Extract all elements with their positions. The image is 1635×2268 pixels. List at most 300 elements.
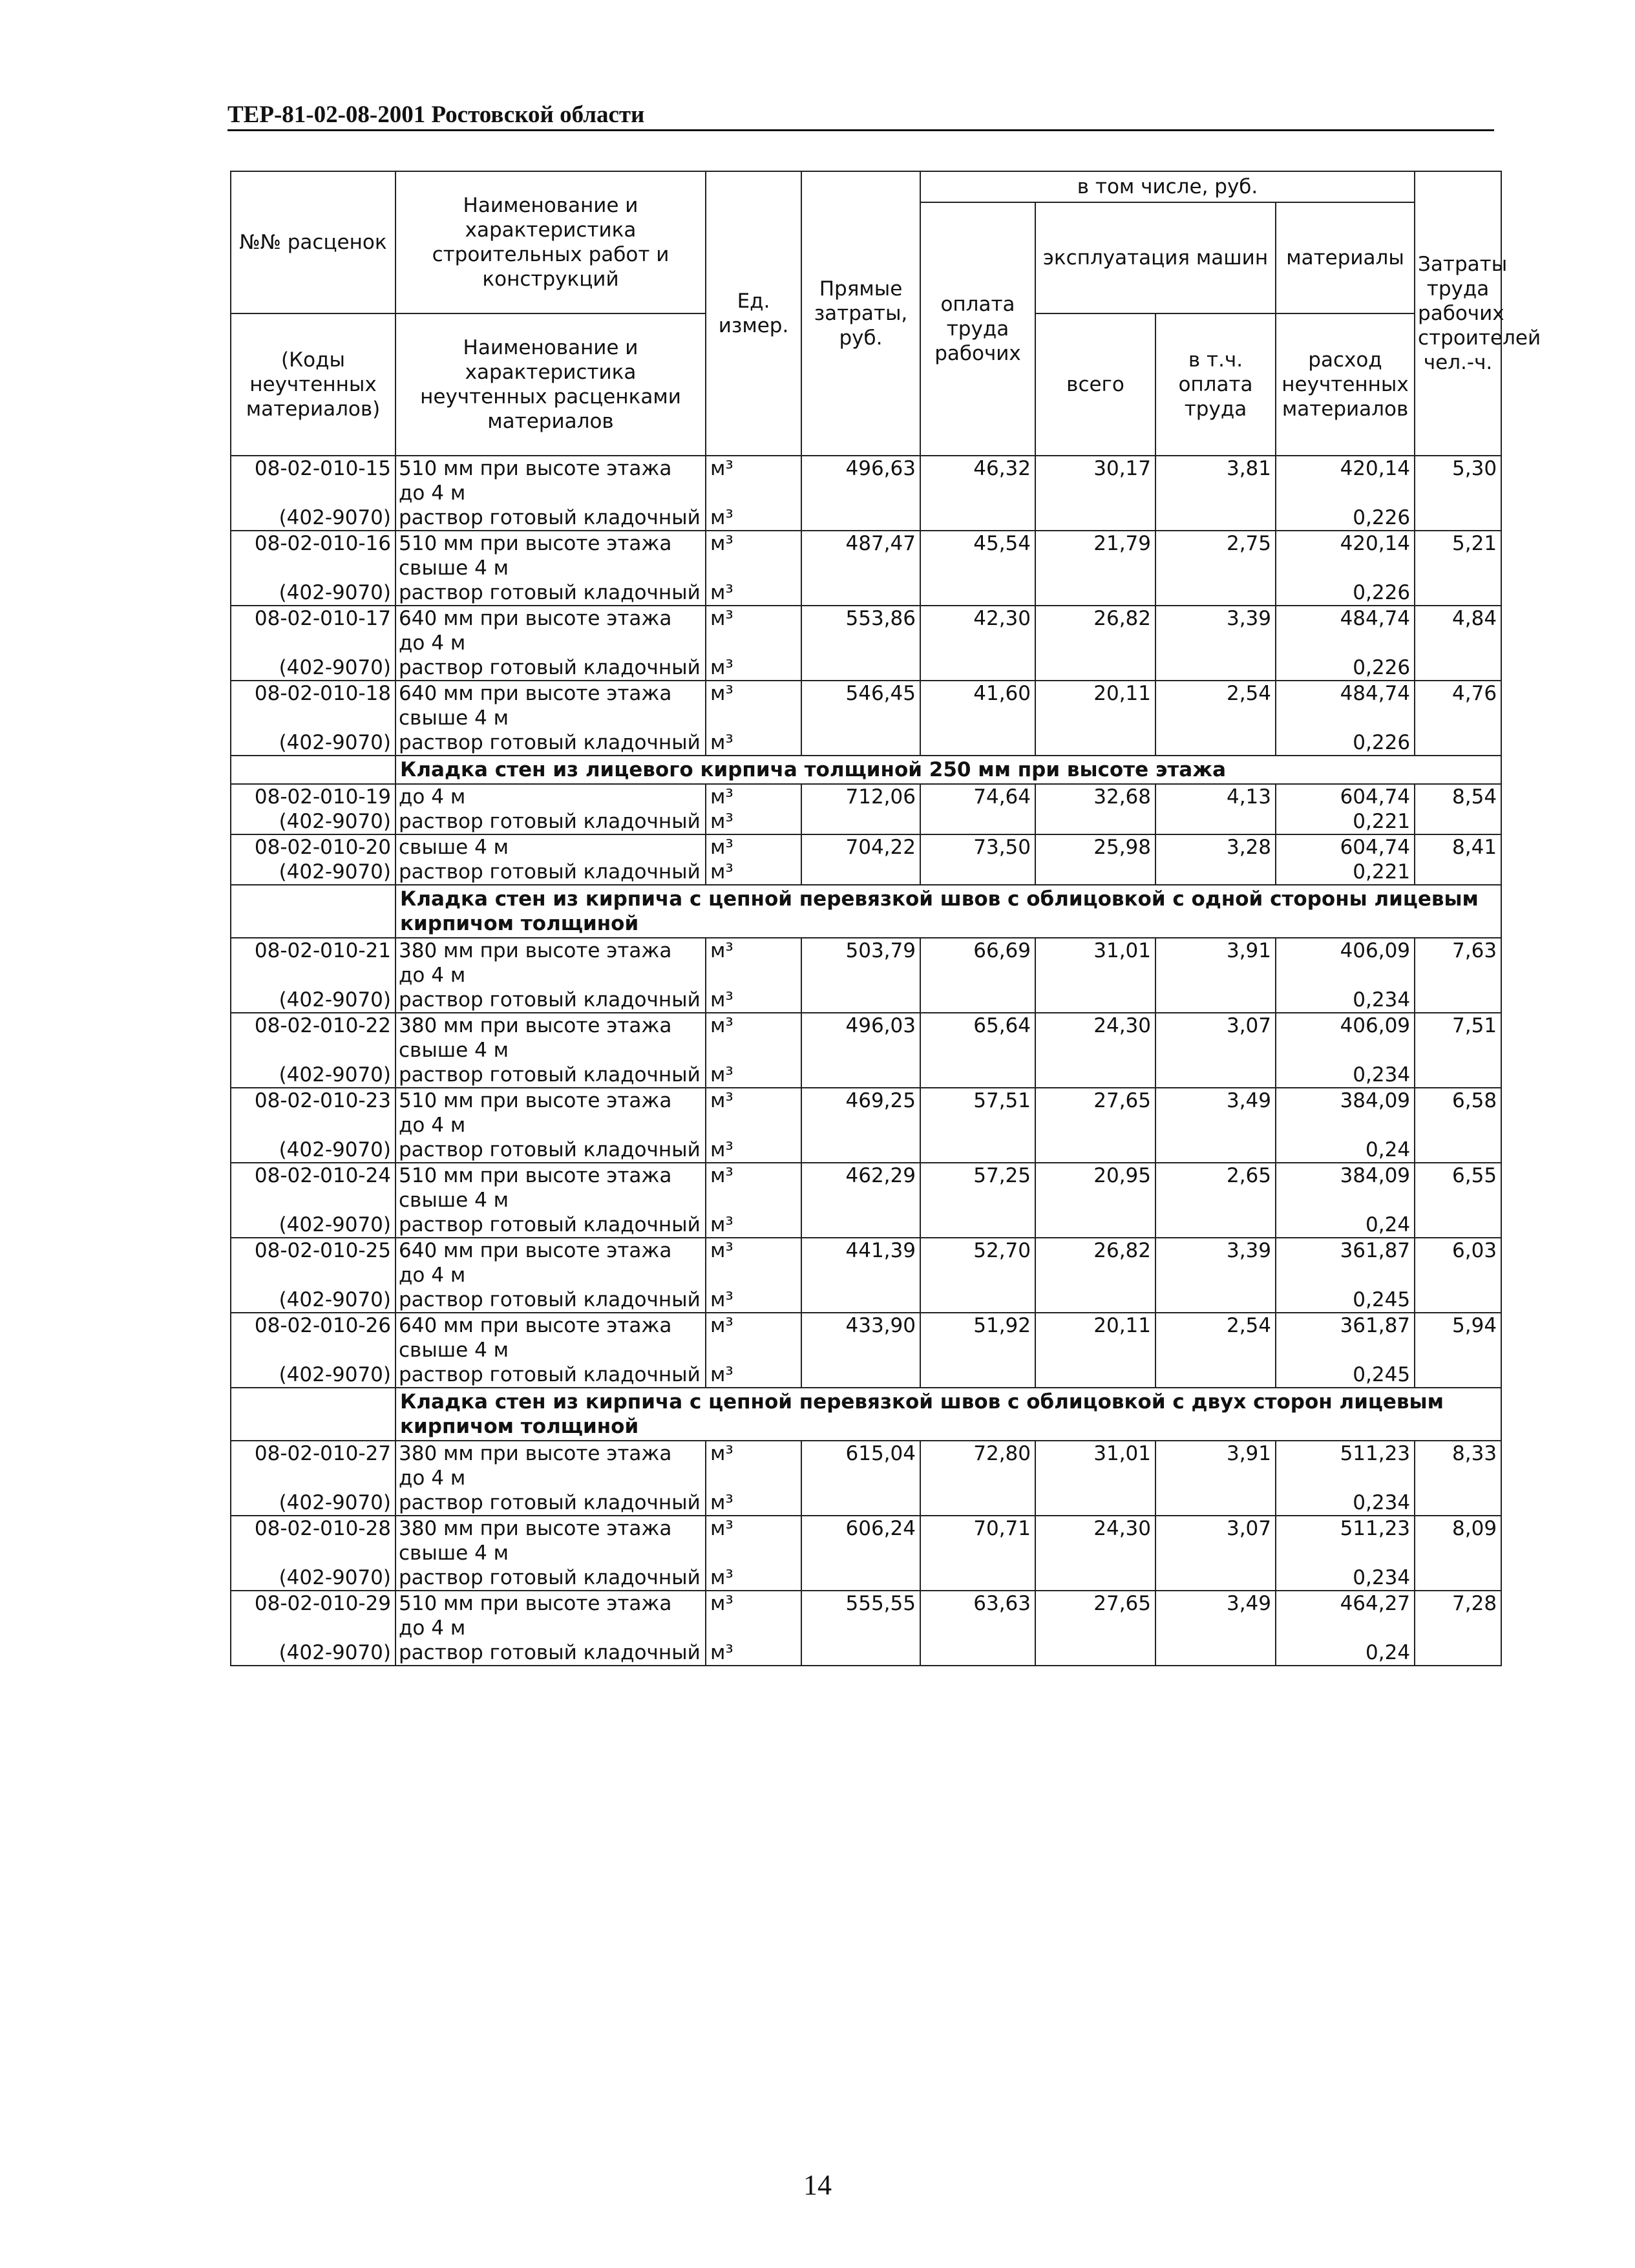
- materials: 604,74: [1276, 834, 1415, 860]
- unit: м³: [706, 1591, 801, 1640]
- labor: 5,30: [1415, 456, 1501, 505]
- material-row: [231, 1490, 1501, 1516]
- wage: [920, 580, 1035, 606]
- rate-code: 08-02-010-18: [231, 681, 396, 730]
- labor: 7,63: [1415, 938, 1501, 988]
- unit: м³: [706, 1516, 801, 1565]
- machines-total: [1035, 1565, 1155, 1591]
- material-code: (402-9070): [231, 1640, 396, 1666]
- material-row: [231, 1565, 1501, 1591]
- labor: [1415, 1213, 1501, 1238]
- section-row: [231, 756, 1501, 784]
- labor: [1415, 505, 1501, 531]
- material-code: (402-9070): [231, 1138, 396, 1163]
- machines-wage: [1155, 505, 1276, 531]
- wage: [920, 1288, 1035, 1313]
- materials: 0,226: [1276, 655, 1415, 681]
- labor: 4,84: [1415, 606, 1501, 655]
- machines-wage: [1155, 860, 1276, 885]
- work-name: 380 мм при высоте этажа свыше 4 м: [396, 1013, 706, 1063]
- machines-total: [1035, 730, 1155, 756]
- rate-code: 08-02-010-27: [231, 1441, 396, 1490]
- direct-costs: [801, 1138, 920, 1163]
- direct-costs: [801, 1490, 920, 1516]
- rate-row: [231, 1088, 1501, 1138]
- material-name: раствор готовый кладочный: [396, 1213, 706, 1238]
- unit: м³: [706, 531, 801, 580]
- wage: [920, 730, 1035, 756]
- header-wage: оплата труда рабочих: [920, 202, 1035, 456]
- material-row: [231, 1362, 1501, 1388]
- material-name: раствор готовый кладочный: [396, 1565, 706, 1591]
- section-title: Кладка стен из кирпича с цепной перевязкой швов с облицовкой с двух сторон лицевым кирпичом толщиной: [396, 1388, 1501, 1441]
- material-row: [231, 1138, 1501, 1163]
- header-code-bottom: (Коды неучтенных материалов): [231, 313, 396, 456]
- unit: м³: [706, 1441, 801, 1490]
- materials: 484,74: [1276, 606, 1415, 655]
- unit: м³: [706, 938, 801, 988]
- machines-total: [1035, 505, 1155, 531]
- labor: 6,58: [1415, 1088, 1501, 1138]
- machines-total: 20,11: [1035, 1313, 1155, 1362]
- machines-wage: 3,07: [1155, 1516, 1276, 1565]
- material-row: [231, 1063, 1501, 1088]
- unit: м³: [706, 1640, 801, 1666]
- wage: [920, 1362, 1035, 1388]
- materials: 0,245: [1276, 1288, 1415, 1313]
- material-code: (402-9070): [231, 1490, 396, 1516]
- material-row: [231, 1640, 1501, 1666]
- rate-row: [231, 1013, 1501, 1063]
- material-row: [231, 988, 1501, 1013]
- materials: 0,221: [1276, 809, 1415, 834]
- material-name: раствор готовый кладочный: [396, 1640, 706, 1666]
- machines-wage: 3,39: [1155, 606, 1276, 655]
- material-code: (402-9070): [231, 860, 396, 885]
- machines-wage: 2,54: [1155, 681, 1276, 730]
- unit: м³: [706, 1313, 801, 1362]
- machines-total: [1035, 1063, 1155, 1088]
- machines-total: [1035, 1640, 1155, 1666]
- direct-costs: [801, 580, 920, 606]
- machines-total: 24,30: [1035, 1516, 1155, 1565]
- materials: 420,14: [1276, 531, 1415, 580]
- material-name: раствор готовый кладочный: [396, 988, 706, 1013]
- materials: 0,234: [1276, 1490, 1415, 1516]
- machines-total: 31,01: [1035, 1441, 1155, 1490]
- labor: [1415, 730, 1501, 756]
- direct-costs: 441,39: [801, 1238, 920, 1288]
- rate-code: 08-02-010-16: [231, 531, 396, 580]
- material-code: (402-9070): [231, 1565, 396, 1591]
- material-code: (402-9070): [231, 1213, 396, 1238]
- labor: 8,54: [1415, 784, 1501, 809]
- header-materials: материалы: [1276, 202, 1415, 313]
- wage: [920, 1490, 1035, 1516]
- work-name: 510 мм при высоте этажа до 4 м: [396, 456, 706, 505]
- rate-row: [231, 606, 1501, 655]
- materials: 0,226: [1276, 730, 1415, 756]
- work-name: 640 мм при высоте этажа свыше 4 м: [396, 681, 706, 730]
- wage: [920, 988, 1035, 1013]
- material-code: (402-9070): [231, 655, 396, 681]
- materials: 0,234: [1276, 1063, 1415, 1088]
- labor: 6,55: [1415, 1163, 1501, 1213]
- machines-wage: 3,49: [1155, 1088, 1276, 1138]
- machines-total: 26,82: [1035, 606, 1155, 655]
- materials: 384,09: [1276, 1163, 1415, 1213]
- machines-total: 20,11: [1035, 681, 1155, 730]
- direct-costs: 496,03: [801, 1013, 920, 1063]
- labor: 8,09: [1415, 1516, 1501, 1565]
- wage: 52,70: [920, 1238, 1035, 1288]
- material-row: [231, 580, 1501, 606]
- material-code: (402-9070): [231, 988, 396, 1013]
- rate-row: [231, 456, 1501, 505]
- material-row: [231, 730, 1501, 756]
- labor: [1415, 1362, 1501, 1388]
- rate-code: 08-02-010-25: [231, 1238, 396, 1288]
- unit: м³: [706, 681, 801, 730]
- header-including: в том числе, руб.: [920, 171, 1415, 202]
- unit: м³: [706, 860, 801, 885]
- rate-row: [231, 1441, 1501, 1490]
- materials: 511,23: [1276, 1516, 1415, 1565]
- machines-total: [1035, 1138, 1155, 1163]
- machines-wage: [1155, 730, 1276, 756]
- wage: [920, 505, 1035, 531]
- material-row: [231, 809, 1501, 834]
- unit: м³: [706, 1490, 801, 1516]
- machines-wage: 3,28: [1155, 834, 1276, 860]
- machines-wage: 2,54: [1155, 1313, 1276, 1362]
- wage: [920, 655, 1035, 681]
- direct-costs: [801, 1063, 920, 1088]
- labor: 7,28: [1415, 1591, 1501, 1640]
- materials: 464,27: [1276, 1591, 1415, 1640]
- machines-wage: [1155, 1288, 1276, 1313]
- material-name: раствор готовый кладочный: [396, 1362, 706, 1388]
- header-machines: эксплуатация машин: [1035, 202, 1276, 313]
- direct-costs: [801, 809, 920, 834]
- unit: м³: [706, 1163, 801, 1213]
- machines-total: [1035, 988, 1155, 1013]
- labor: 7,51: [1415, 1013, 1501, 1063]
- machines-total: 24,30: [1035, 1013, 1155, 1063]
- unit: м³: [706, 606, 801, 655]
- machines-total: [1035, 580, 1155, 606]
- rate-row: [231, 784, 1501, 809]
- wage: [920, 1640, 1035, 1666]
- header-materials-use: расход неучтенных материалов: [1276, 313, 1415, 456]
- wage: 51,92: [920, 1313, 1035, 1362]
- machines-wage: 3,91: [1155, 938, 1276, 988]
- machines-total: 20,95: [1035, 1163, 1155, 1213]
- labor: [1415, 1288, 1501, 1313]
- work-name: 380 мм при высоте этажа свыше 4 м: [396, 1516, 706, 1565]
- materials: 604,74: [1276, 784, 1415, 809]
- material-name: раствор готовый кладочный: [396, 655, 706, 681]
- unit: м³: [706, 1565, 801, 1591]
- machines-wage: [1155, 1362, 1276, 1388]
- wage: 72,80: [920, 1441, 1035, 1490]
- labor: [1415, 860, 1501, 885]
- materials: 0,226: [1276, 580, 1415, 606]
- header-code-top: №№ расценок: [231, 171, 396, 313]
- material-name: раствор готовый кладочный: [396, 860, 706, 885]
- rate-code: 08-02-010-24: [231, 1163, 396, 1213]
- machines-wage: [1155, 1063, 1276, 1088]
- direct-costs: 462,29: [801, 1163, 920, 1213]
- machines-total: 25,98: [1035, 834, 1155, 860]
- rate-row: [231, 1163, 1501, 1213]
- machines-wage: 3,07: [1155, 1013, 1276, 1063]
- work-name: 510 мм при высоте этажа свыше 4 м: [396, 1163, 706, 1213]
- page-number: 14: [803, 2169, 832, 2201]
- machines-total: [1035, 1213, 1155, 1238]
- direct-costs: 606,24: [801, 1516, 920, 1565]
- unit: м³: [706, 1213, 801, 1238]
- materials: 406,09: [1276, 938, 1415, 988]
- unit: м³: [706, 988, 801, 1013]
- direct-costs: [801, 655, 920, 681]
- wage: 57,51: [920, 1088, 1035, 1138]
- materials: 0,24: [1276, 1138, 1415, 1163]
- direct-costs: [801, 988, 920, 1013]
- machines-wage: [1155, 580, 1276, 606]
- wage: 74,64: [920, 784, 1035, 809]
- material-code: (402-9070): [231, 505, 396, 531]
- machines-wage: [1155, 809, 1276, 834]
- section-title: Кладка стен из кирпича с цепной перевязкой швов с облицовкой с одной стороны лицевым кирпичом толщиной: [396, 885, 1501, 938]
- labor: [1415, 988, 1501, 1013]
- direct-costs: [801, 730, 920, 756]
- rate-row: [231, 1238, 1501, 1288]
- labor: 5,21: [1415, 531, 1501, 580]
- materials: 0,234: [1276, 1565, 1415, 1591]
- material-code: (402-9070): [231, 1362, 396, 1388]
- labor: [1415, 809, 1501, 834]
- machines-wage: 3,49: [1155, 1591, 1276, 1640]
- work-name: 380 мм при высоте этажа до 4 м: [396, 1441, 706, 1490]
- material-code: (402-9070): [231, 1063, 396, 1088]
- wage: 65,64: [920, 1013, 1035, 1063]
- labor: [1415, 1063, 1501, 1088]
- table-body: [231, 456, 1501, 1666]
- materials: 0,221: [1276, 860, 1415, 885]
- unit: м³: [706, 580, 801, 606]
- machines-total: 26,82: [1035, 1238, 1155, 1288]
- header-machines-wage: в т.ч. оплата труда: [1155, 313, 1276, 456]
- rate-code: 08-02-010-22: [231, 1013, 396, 1063]
- work-name: 380 мм при высоте этажа до 4 м: [396, 938, 706, 988]
- rate-row: [231, 531, 1501, 580]
- materials: 484,74: [1276, 681, 1415, 730]
- header-direct-costs: Прямые затраты, руб.: [801, 171, 920, 456]
- labor: 8,41: [1415, 834, 1501, 860]
- direct-costs: 433,90: [801, 1313, 920, 1362]
- materials: 361,87: [1276, 1238, 1415, 1288]
- materials: 0,24: [1276, 1213, 1415, 1238]
- work-name: 640 мм при высоте этажа до 4 м: [396, 606, 706, 655]
- machines-total: 30,17: [1035, 456, 1155, 505]
- section-title: Кладка стен из лицевого кирпича толщиной 250 мм при высоте этажа: [396, 756, 1501, 784]
- machines-wage: 3,91: [1155, 1441, 1276, 1490]
- machines-total: 21,79: [1035, 531, 1155, 580]
- rate-code: 08-02-010-17: [231, 606, 396, 655]
- unit: м³: [706, 809, 801, 834]
- unit: м³: [706, 1288, 801, 1313]
- wage: 42,30: [920, 606, 1035, 655]
- material-row: [231, 860, 1501, 885]
- labor: 8,33: [1415, 1441, 1501, 1490]
- materials: 384,09: [1276, 1088, 1415, 1138]
- materials: 0,245: [1276, 1362, 1415, 1388]
- unit: м³: [706, 1063, 801, 1088]
- unit: м³: [706, 456, 801, 505]
- header-labor: Затраты труда рабочих строителей чел.-ч.: [1415, 171, 1501, 456]
- materials: 511,23: [1276, 1441, 1415, 1490]
- wage: [920, 1063, 1035, 1088]
- material-name: раствор готовый кладочный: [396, 1288, 706, 1313]
- unit: м³: [706, 730, 801, 756]
- machines-wage: [1155, 1213, 1276, 1238]
- unit: м³: [706, 1238, 801, 1288]
- rate-code: 08-02-010-29: [231, 1591, 396, 1640]
- labor: [1415, 1565, 1501, 1591]
- header-name-bottom: Наименование и характеристика неучтенных расценками материалов: [396, 313, 706, 456]
- machines-total: [1035, 809, 1155, 834]
- material-name: раствор готовый кладочный: [396, 1063, 706, 1088]
- wage: [920, 860, 1035, 885]
- wage: 57,25: [920, 1163, 1035, 1213]
- wage: [920, 1138, 1035, 1163]
- direct-costs: 704,22: [801, 834, 920, 860]
- direct-costs: [801, 1640, 920, 1666]
- machines-total: 32,68: [1035, 784, 1155, 809]
- material-row: [231, 1213, 1501, 1238]
- unit: м³: [706, 1362, 801, 1388]
- labor: 6,03: [1415, 1238, 1501, 1288]
- machines-wage: [1155, 655, 1276, 681]
- rate-row: [231, 834, 1501, 860]
- section-code-cell: [231, 756, 396, 784]
- document-title: ТЕР-81-02-08-2001 Ростовской области: [227, 101, 645, 128]
- machines-wage: 4,13: [1155, 784, 1276, 809]
- unit: м³: [706, 784, 801, 809]
- rate-row: [231, 1313, 1501, 1362]
- machines-wage: [1155, 1640, 1276, 1666]
- machines-total: [1035, 1490, 1155, 1516]
- rate-code: 08-02-010-21: [231, 938, 396, 988]
- materials: 420,14: [1276, 456, 1415, 505]
- work-name: 640 мм при высоте этажа до 4 м: [396, 1238, 706, 1288]
- wage: 63,63: [920, 1591, 1035, 1640]
- rate-row: [231, 938, 1501, 988]
- wage: [920, 809, 1035, 834]
- material-code: (402-9070): [231, 1288, 396, 1313]
- unit: м³: [706, 1138, 801, 1163]
- machines-total: [1035, 1362, 1155, 1388]
- direct-costs: [801, 505, 920, 531]
- materials: 406,09: [1276, 1013, 1415, 1063]
- work-name: 510 мм при высоте этажа до 4 м: [396, 1088, 706, 1138]
- material-name: раствор готовый кладочный: [396, 505, 706, 531]
- direct-costs: [801, 1362, 920, 1388]
- direct-costs: 553,86: [801, 606, 920, 655]
- direct-costs: 712,06: [801, 784, 920, 809]
- materials: 361,87: [1276, 1313, 1415, 1362]
- labor: 4,76: [1415, 681, 1501, 730]
- material-row: [231, 1288, 1501, 1313]
- machines-total: 27,65: [1035, 1591, 1155, 1640]
- machines-total: [1035, 655, 1155, 681]
- section-row: [231, 1388, 1501, 1441]
- materials: 0,234: [1276, 988, 1415, 1013]
- labor: [1415, 580, 1501, 606]
- machines-total: [1035, 1288, 1155, 1313]
- direct-costs: 487,47: [801, 531, 920, 580]
- rate-code: 08-02-010-23: [231, 1088, 396, 1138]
- unit: м³: [706, 834, 801, 860]
- wage: 66,69: [920, 938, 1035, 988]
- material-code: (402-9070): [231, 580, 396, 606]
- wage: 70,71: [920, 1516, 1035, 1565]
- direct-costs: [801, 1288, 920, 1313]
- header-machines-total: всего: [1035, 313, 1155, 456]
- document-header: [227, 102, 1494, 131]
- machines-wage: 2,65: [1155, 1163, 1276, 1213]
- labor: [1415, 1490, 1501, 1516]
- material-name: раствор готовый кладочный: [396, 730, 706, 756]
- labor: [1415, 655, 1501, 681]
- direct-costs: [801, 860, 920, 885]
- header-name-top: Наименование и характеристика строительных работ и конструкций: [396, 171, 706, 313]
- section-row: [231, 885, 1501, 938]
- direct-costs: 496,63: [801, 456, 920, 505]
- direct-costs: 469,25: [801, 1088, 920, 1138]
- rate-code: 08-02-010-28: [231, 1516, 396, 1565]
- machines-total: 31,01: [1035, 938, 1155, 988]
- machines-wage: 2,75: [1155, 531, 1276, 580]
- wage: 73,50: [920, 834, 1035, 860]
- direct-costs: 503,79: [801, 938, 920, 988]
- direct-costs: [801, 1565, 920, 1591]
- unit: м³: [706, 1013, 801, 1063]
- machines-wage: 3,39: [1155, 1238, 1276, 1288]
- table-head: [231, 171, 1541, 456]
- work-name: 510 мм при высоте этажа до 4 м: [396, 1591, 706, 1640]
- direct-costs: 546,45: [801, 681, 920, 730]
- material-row: [231, 655, 1501, 681]
- rate-code: 08-02-010-26: [231, 1313, 396, 1362]
- material-name: раствор готовый кладочный: [396, 809, 706, 834]
- direct-costs: 555,55: [801, 1591, 920, 1640]
- machines-wage: [1155, 1138, 1276, 1163]
- material-row: [231, 505, 1501, 531]
- rate-code: 08-02-010-20: [231, 834, 396, 860]
- work-name: до 4 м: [396, 784, 706, 809]
- rates-table: [230, 171, 1541, 1666]
- wage: [920, 1213, 1035, 1238]
- material-name: раствор готовый кладочный: [396, 580, 706, 606]
- machines-wage: [1155, 988, 1276, 1013]
- wage: 41,60: [920, 681, 1035, 730]
- material-code: (402-9070): [231, 809, 396, 834]
- unit: м³: [706, 655, 801, 681]
- unit: м³: [706, 505, 801, 531]
- rate-code: 08-02-010-19: [231, 784, 396, 809]
